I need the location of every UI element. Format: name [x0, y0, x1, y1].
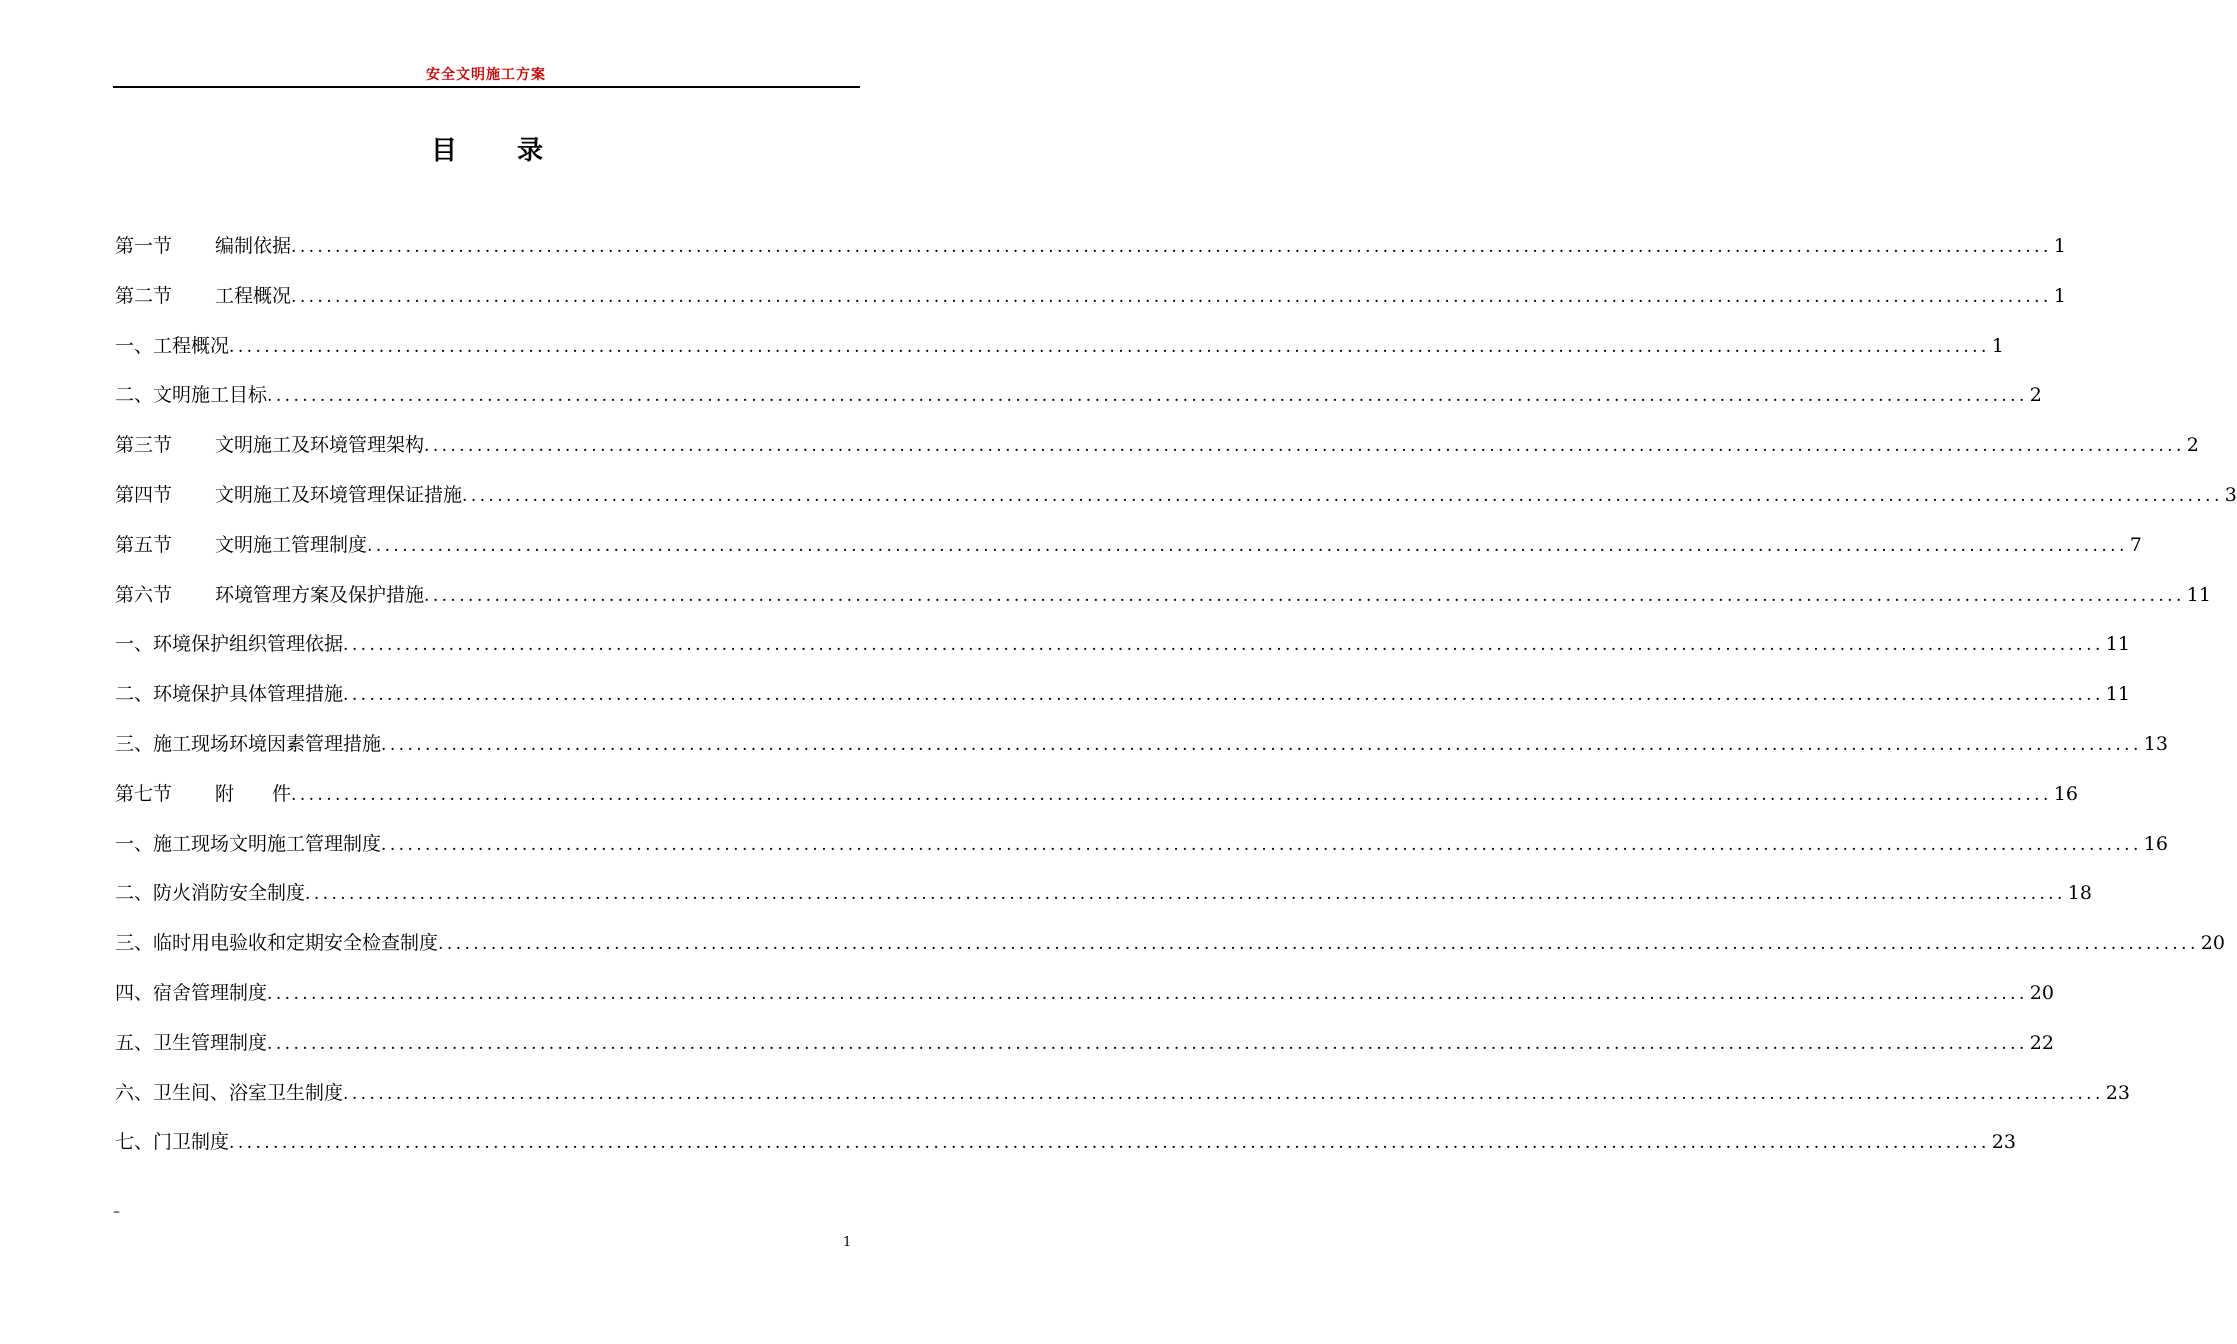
toc-entry-title: 文明施工目标	[153, 384, 268, 407]
toc-entry-page: 11	[2186, 583, 2211, 606]
toc-entry[interactable]	[115, 1069, 2130, 1119]
toc-entry[interactable]	[115, 471, 2237, 521]
toc-entry-number: 第五节	[115, 533, 173, 556]
toc-entry[interactable]	[115, 1118, 2016, 1168]
toc-entry[interactable]	[115, 770, 2078, 820]
toc-dot-leader: ........................................................................................................................................................................................................	[343, 1083, 2104, 1104]
toc-entry-number: 五、	[115, 1031, 154, 1054]
toc-entry-number: 二、	[115, 683, 154, 706]
toc-entry[interactable]	[115, 521, 2142, 571]
toc-entry-page: 23	[1991, 1131, 2016, 1154]
toc-entry[interactable]	[115, 620, 2130, 670]
toc-dot-leader: ........................................................................................................................................................................................................	[229, 336, 1990, 357]
footer-mark: –	[113, 1204, 120, 1220]
toc-dot-leader: ........................................................................................................................................................................................................	[438, 934, 2199, 955]
toc-entry-number: 一、	[115, 334, 154, 357]
toc-entry[interactable]	[115, 571, 2211, 621]
toc-entry-number: 第六节	[115, 583, 173, 606]
toc-entry[interactable]	[115, 670, 2130, 720]
toc-dot-leader: ........................................................................................................................................................................................................	[343, 635, 2104, 656]
toc-entry-title: 工程概况	[215, 284, 292, 307]
toc-entry-title: 防火消防安全制度	[153, 882, 306, 905]
toc-dot-leader: ........................................................................................................................................................................................................	[291, 784, 2052, 805]
toc-entry[interactable]	[115, 322, 2004, 372]
toc-entry-page: 1	[1991, 334, 2004, 357]
toc-entry-page: 16	[2053, 782, 2078, 805]
toc-title-char-right: 录	[517, 136, 546, 166]
toc-entry-page: 7	[2129, 533, 2142, 556]
toc-entry-title: 环境保护具体管理措施	[153, 683, 344, 706]
toc-entry-page: 16	[2143, 832, 2168, 855]
toc-entry[interactable]	[115, 969, 2054, 1019]
toc-entry-page: 20	[2029, 981, 2054, 1004]
toc-entry-number: 四、	[115, 981, 154, 1004]
toc-entry[interactable]	[115, 869, 2092, 919]
toc-dot-leader: ........................................................................................................................................................................................................	[291, 237, 2052, 257]
toc-entry[interactable]	[115, 222, 2066, 272]
toc-entry-page: 22	[2029, 1031, 2054, 1054]
toc-entry[interactable]	[115, 371, 2042, 421]
toc-dot-leader: ........................................................................................................................................................................................................	[381, 734, 2142, 755]
toc-entry-number: 二、	[115, 882, 154, 905]
toc-dot-leader: ........................................................................................................................................................................................................	[367, 535, 2128, 556]
toc-entry-number: 第二节	[115, 284, 173, 307]
toc-entry-title: 环境管理方案及保护措施	[215, 583, 425, 606]
toc-entry[interactable]	[115, 1019, 2054, 1069]
toc-entry-page: 2	[2029, 384, 2042, 407]
toc-entry-title: 环境保护组织管理依据	[153, 633, 344, 656]
toc-title	[0, 130, 976, 167]
toc-entry-page: 20	[2200, 932, 2225, 955]
toc-entry-page: 23	[2105, 1081, 2130, 1104]
toc-entry-title: 施工现场文明施工管理制度	[153, 832, 382, 855]
toc-entry-number: 六、	[115, 1081, 154, 1104]
toc-entry-title: 工程概况	[153, 334, 230, 357]
toc-dot-leader: ........................................................................................................................................................................................................	[424, 436, 2185, 457]
toc-entry-title: 文明施工及环境管理保证措施	[215, 483, 463, 506]
toc-entry-title: 编制依据	[215, 235, 292, 257]
toc-entry[interactable]	[115, 820, 2168, 870]
toc-entry-page: 11	[2105, 633, 2130, 656]
toc-entry-title: 文明施工管理制度	[215, 533, 368, 556]
toc-dot-leader: ........................................................................................................................................................................................................	[267, 983, 2028, 1004]
toc-dot-leader: ........................................................................................................................................................................................................	[267, 1033, 2028, 1054]
toc-dot-leader: ........................................................................................................................................................................................................	[291, 286, 2052, 307]
toc-entry-number: 第四节	[115, 483, 173, 506]
toc-dot-leader: ........................................................................................................................................................................................................	[462, 485, 2223, 506]
running-header-title: 安全文明施工方案	[426, 67, 546, 83]
toc-dot-leader: ........................................................................................................................................................................................................	[381, 834, 2142, 855]
toc-dot-leader: ........................................................................................................................................................................................................	[267, 386, 2028, 407]
toc-entry-page: 1	[2053, 284, 2066, 307]
toc-entry-title: 临时用电验收和定期安全检查制度	[153, 932, 439, 955]
toc-entry-number: 第一节	[115, 235, 173, 257]
toc-entry-page: 1	[2053, 235, 2066, 257]
toc-entry-title: 附 件	[215, 782, 292, 805]
toc-entry-number: 一、	[115, 832, 154, 855]
toc-entry-number: 第七节	[115, 782, 173, 805]
toc-entry-page: 11	[2105, 683, 2130, 706]
toc-dot-leader: ........................................................................................................................................................................................................	[305, 884, 2066, 905]
toc-dot-leader: ........................................................................................................................................................................................................	[343, 685, 2104, 706]
toc-entry-number: 三、	[115, 732, 154, 755]
toc-entry-page: 3	[2224, 483, 2237, 506]
toc-dot-leader: ........................................................................................................................................................................................................	[229, 1133, 1990, 1154]
toc-entry-page: 13	[2143, 732, 2168, 755]
toc-list	[115, 222, 2237, 1168]
toc-entry[interactable]	[115, 720, 2168, 770]
toc-entry[interactable]	[115, 272, 2066, 322]
toc-entry-number: 二、	[115, 384, 154, 407]
toc-title-char-left: 目	[430, 136, 459, 166]
toc-entry-title: 卫生管理制度	[153, 1031, 268, 1054]
toc-entry-title: 卫生间、浴室卫生制度	[153, 1081, 344, 1104]
toc-entry-title: 宿舍管理制度	[153, 981, 268, 1004]
toc-entry-title: 施工现场环境因素管理措施	[153, 732, 382, 755]
toc-entry-number: 一、	[115, 633, 154, 656]
toc-entry-page: 2	[2186, 434, 2199, 457]
toc-entry-title: 文明施工及环境管理架构	[215, 434, 425, 457]
header-rule	[113, 86, 860, 88]
toc-entry-number: 第三节	[115, 434, 173, 457]
toc-entry[interactable]	[115, 421, 2199, 471]
toc-entry-title: 门卫制度	[153, 1131, 230, 1154]
toc-entry[interactable]	[115, 919, 2225, 969]
toc-dot-leader: ........................................................................................................................................................................................................	[424, 585, 2185, 606]
toc-entry-page: 18	[2067, 882, 2092, 905]
page-number: 1	[843, 1235, 852, 1250]
toc-entry-number: 七、	[115, 1131, 154, 1154]
toc-entry-number: 三、	[115, 932, 154, 955]
